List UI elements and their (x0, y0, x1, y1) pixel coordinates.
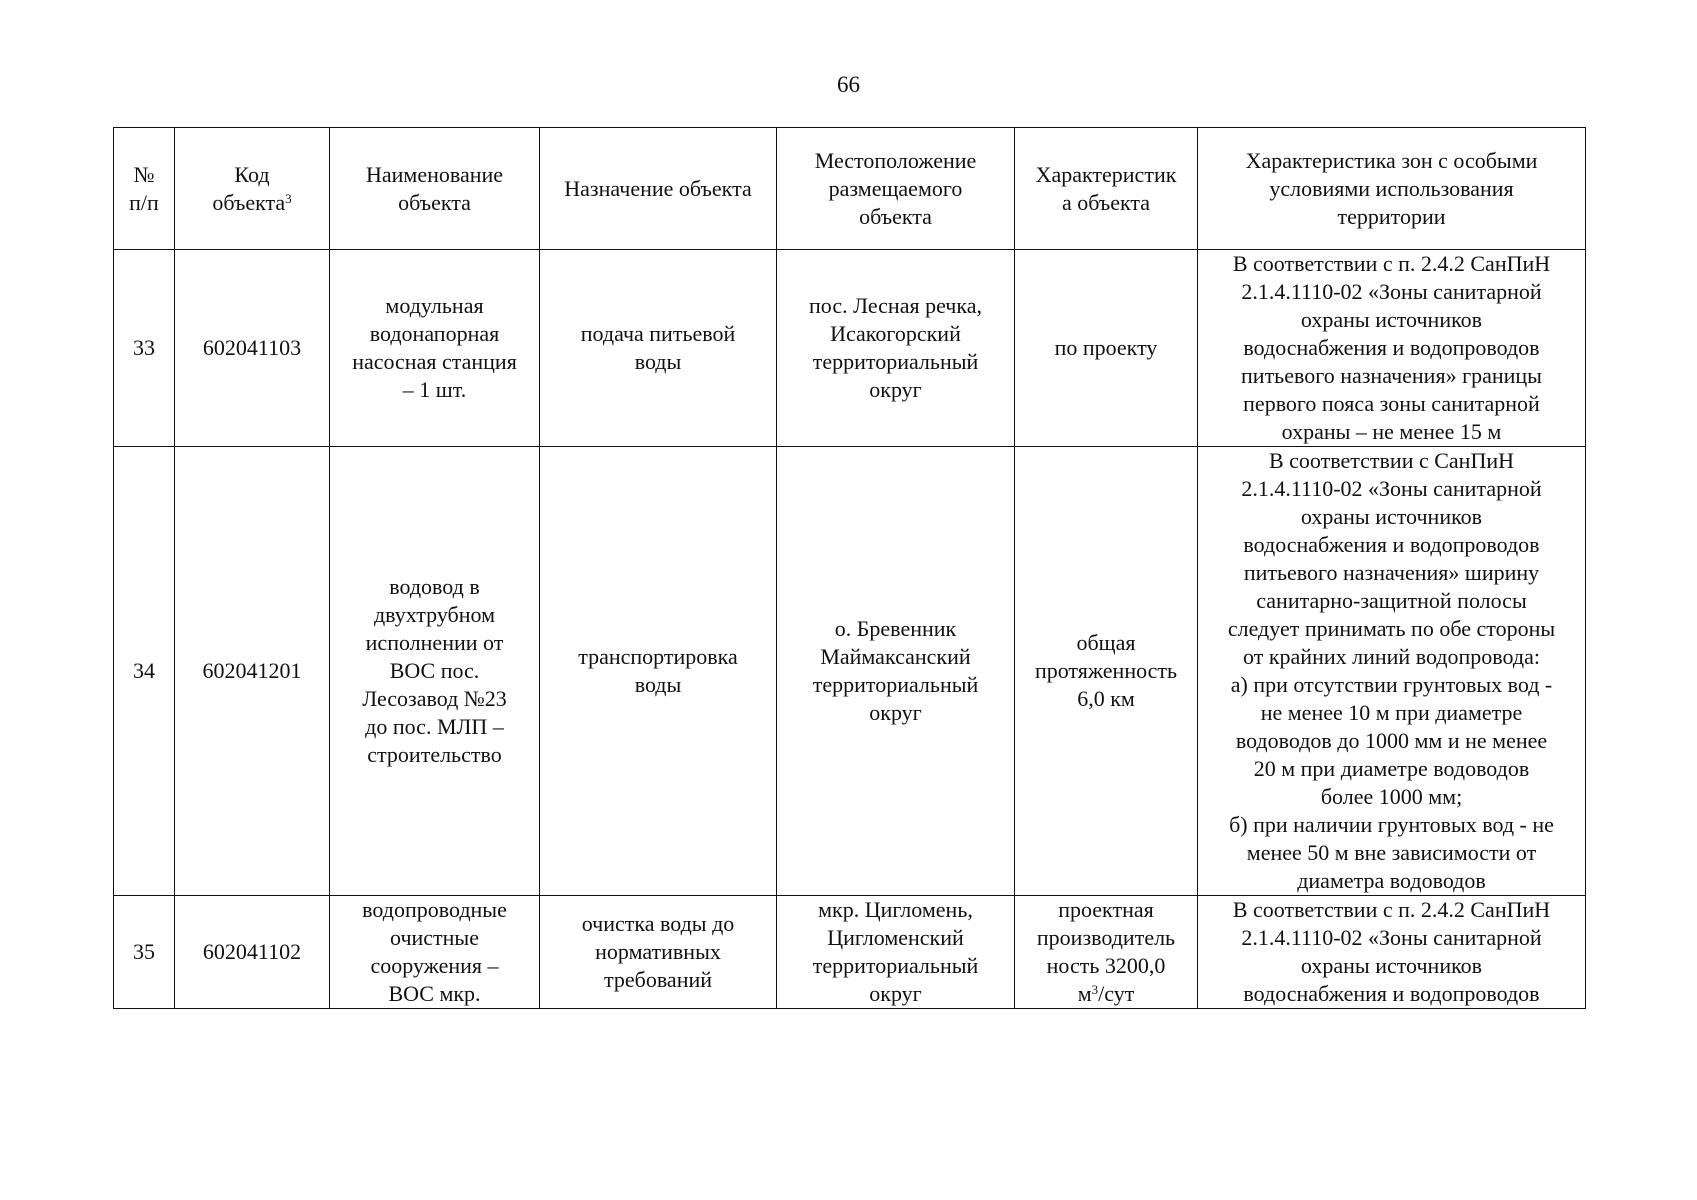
cell-zones: В соответствии с п. 2.4.2 СанПиН 2.1.4.1110-02 «Зоны санитарной охраны источников водоснабжения и водопроводов питьевого назначения» границы первого пояса зоны санитарной охраны – не менее 15 м (1198, 250, 1586, 447)
page-number: 66 (837, 72, 860, 97)
header-location: Местоположение размещаемого объекта (777, 128, 1015, 250)
cell-purpose: очистка воды до нормативных требований (540, 896, 777, 1009)
cell-purpose: транспортировка воды (540, 447, 777, 896)
header-code-footnote: 3 (285, 190, 292, 206)
cell-name: водовод в двухтрубном исполнении от ВОС пос. Лесозавод №23 до пос. МЛП – строительство (330, 447, 540, 896)
objects-table (113, 127, 1586, 1009)
cell-code: 602041201 (175, 447, 330, 896)
cell-characteristic: по проекту (1015, 250, 1198, 447)
cell-purpose: подача питьевой воды (540, 250, 777, 447)
cell-characteristic: проектная производитель ность 3200,0 $м^3$/сут (1015, 896, 1198, 1009)
header-characteristic: Характеристик а объекта (1015, 128, 1198, 250)
header-name: Наименование объекта (330, 128, 540, 250)
cell-location: мкр. Цигломень, Цигломенский территориальный округ (777, 896, 1015, 1009)
cell-name: модульная водонапорная насосная станция – 1 шт. (330, 250, 540, 447)
cell-characteristic: общая протяженность 6,0 км (1015, 447, 1198, 896)
cell-code: 602041102 (175, 896, 330, 1009)
cell-zones: В соответствии с СанПиН 2.1.4.1110-02 «Зоны санитарной охраны источников водоснабжения и водопроводов питьевого назначения» ширину санитарно-защитной полосы следует принимать по обе стороны от крайних линий водопровода: а) при отсутствии грунтовых вод - не менее 10 м при диаметре водоводов до 1000 мм и не менее 20 м при диаметре водоводов более 1000 мм; б) при наличии грунтовых вод - не менее 50 м вне зависимости от диаметра водоводов (1198, 447, 1586, 896)
table-header-row (114, 128, 1586, 250)
cell-location: пос. Лесная речка, Исакогорский территориальный округ (777, 250, 1015, 447)
table-row (114, 447, 1586, 896)
header-num: № п/п (114, 128, 175, 250)
header-zones: Характеристика зон с особыми условиями использования территории (1198, 128, 1586, 250)
cell-num: 34 (114, 447, 175, 896)
table-row (114, 896, 1586, 1009)
cell-location: о. Бревенник Маймаксанский территориальный округ (777, 447, 1015, 896)
header-code: Код объекта$^3$ (175, 128, 330, 250)
header-purpose: Назначение объекта (540, 128, 777, 250)
cell-name: водопроводные очистные сооружения – ВОС мкр. (330, 896, 540, 1009)
cell-zones: В соответствии с п. 2.4.2 СанПиН 2.1.4.1110-02 «Зоны санитарной охраны источников водоснабжения и водопроводов (1198, 896, 1586, 1009)
unit-superscript: 3 (1091, 982, 1099, 997)
cell-num: 33 (114, 250, 175, 447)
cell-code: 602041103 (175, 250, 330, 447)
cell-num: 35 (114, 896, 175, 1009)
table-row (114, 250, 1586, 447)
